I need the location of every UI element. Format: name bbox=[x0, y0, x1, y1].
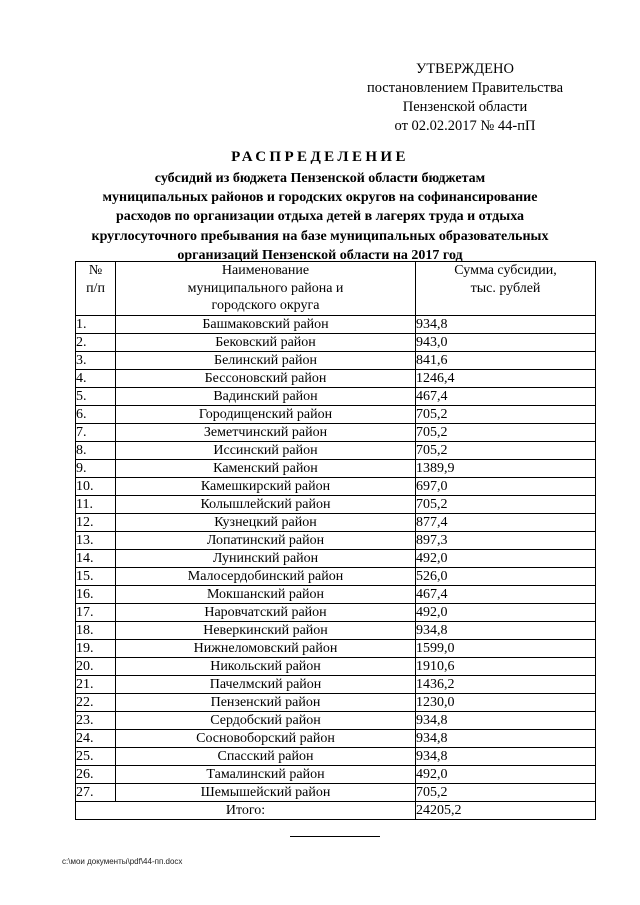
subtitle-line: организаций Пензенской области на 2017 год bbox=[177, 247, 463, 263]
table-row bbox=[76, 693, 596, 711]
table-row bbox=[76, 405, 596, 423]
total-sum: 24205,2 bbox=[416, 801, 596, 819]
approval-stamp bbox=[350, 60, 580, 136]
row-subsidy-sum: 943,0 bbox=[416, 333, 596, 351]
table-row bbox=[76, 585, 596, 603]
table-row bbox=[76, 351, 596, 369]
row-number: 19. bbox=[76, 639, 116, 657]
row-number: 9. bbox=[76, 459, 116, 477]
row-district-name: Городищенский район bbox=[116, 405, 416, 423]
approval-decree: постановлением Правительства bbox=[366, 80, 564, 96]
row-district-name: Пачелмский район bbox=[116, 675, 416, 693]
separator-line bbox=[290, 836, 380, 837]
row-subsidy-sum: 705,2 bbox=[416, 783, 596, 801]
row-subsidy-sum: 467,4 bbox=[416, 387, 596, 405]
row-subsidy-sum: 934,8 bbox=[416, 315, 596, 333]
row-subsidy-sum: 934,8 bbox=[416, 747, 596, 765]
header-name-line: муниципального района и bbox=[187, 280, 344, 296]
row-district-name: Мокшанский район bbox=[116, 585, 416, 603]
table-row bbox=[76, 639, 596, 657]
row-district-name: Малосердобинский район bbox=[116, 567, 416, 585]
row-subsidy-sum: 1436,2 bbox=[416, 675, 596, 693]
row-district-name: Сердобский район bbox=[116, 711, 416, 729]
row-district-name: Колышлейский район bbox=[116, 495, 416, 513]
row-subsidy-sum: 492,0 bbox=[416, 765, 596, 783]
row-subsidy-sum: 1599,0 bbox=[416, 639, 596, 657]
row-number: 5. bbox=[76, 387, 116, 405]
header-sum bbox=[416, 262, 596, 316]
header-num-line: № bbox=[88, 263, 103, 278]
subtitle-line: муниципальных районов и городских округов на софинансирование bbox=[102, 190, 538, 206]
document-title bbox=[60, 148, 580, 265]
row-subsidy-sum: 934,8 bbox=[416, 621, 596, 639]
row-district-name: Бековский район bbox=[116, 333, 416, 351]
row-district-name: Земетчинский район bbox=[116, 423, 416, 441]
row-district-name: Лопатинский район bbox=[116, 531, 416, 549]
row-number: 10. bbox=[76, 477, 116, 495]
table-header-row bbox=[76, 262, 596, 316]
header-sum-line: Сумма субсидии, bbox=[454, 263, 557, 278]
row-subsidy-sum: 705,2 bbox=[416, 441, 596, 459]
title-heading: РАСПРЕДЕЛЕНИЕ bbox=[231, 149, 409, 165]
row-district-name: Неверкинский район bbox=[116, 621, 416, 639]
row-number: 26. bbox=[76, 765, 116, 783]
row-district-name: Иссинский район bbox=[116, 441, 416, 459]
row-district-name: Каменский район bbox=[116, 459, 416, 477]
table-row bbox=[76, 783, 596, 801]
table-row bbox=[76, 423, 596, 441]
row-subsidy-sum: 1246,4 bbox=[416, 369, 596, 387]
approval-heading: УТВЕРЖДЕНО bbox=[416, 61, 514, 77]
title-subtitle bbox=[60, 169, 580, 265]
row-number: 13. bbox=[76, 531, 116, 549]
row-district-name: Кузнецкий район bbox=[116, 513, 416, 531]
row-district-name: Белинский район bbox=[116, 351, 416, 369]
row-number: 20. bbox=[76, 657, 116, 675]
table-row bbox=[76, 711, 596, 729]
header-name bbox=[116, 262, 416, 316]
table-row bbox=[76, 477, 596, 495]
table-row bbox=[76, 675, 596, 693]
row-subsidy-sum: 1910,6 bbox=[416, 657, 596, 675]
row-subsidy-sum: 705,2 bbox=[416, 423, 596, 441]
row-district-name: Камешкирский район bbox=[116, 477, 416, 495]
row-subsidy-sum: 492,0 bbox=[416, 549, 596, 567]
table-row bbox=[76, 441, 596, 459]
table-row bbox=[76, 657, 596, 675]
row-number: 18. bbox=[76, 621, 116, 639]
row-number: 22. bbox=[76, 693, 116, 711]
row-number: 4. bbox=[76, 369, 116, 387]
row-number: 16. bbox=[76, 585, 116, 603]
approval-date: от 02.02.2017 № 44-пП bbox=[394, 118, 536, 134]
row-subsidy-sum: 697,0 bbox=[416, 477, 596, 495]
total-row bbox=[76, 801, 596, 819]
row-district-name: Лунинский район bbox=[116, 549, 416, 567]
row-subsidy-sum: 705,2 bbox=[416, 495, 596, 513]
row-district-name: Нижнеломовский район bbox=[116, 639, 416, 657]
table-row bbox=[76, 549, 596, 567]
row-subsidy-sum: 841,6 bbox=[416, 351, 596, 369]
row-number: 21. bbox=[76, 675, 116, 693]
approval-region: Пензенской области bbox=[402, 99, 528, 115]
row-number: 15. bbox=[76, 567, 116, 585]
row-number: 24. bbox=[76, 729, 116, 747]
table-row bbox=[76, 729, 596, 747]
file-path: c:\мои документы\pdf\44-пп.docx bbox=[62, 857, 183, 866]
header-name-line: городского округа bbox=[211, 298, 320, 313]
row-number: 23. bbox=[76, 711, 116, 729]
row-subsidy-sum: 526,0 bbox=[416, 567, 596, 585]
table-body bbox=[76, 315, 596, 801]
row-subsidy-sum: 467,4 bbox=[416, 585, 596, 603]
table-row bbox=[76, 603, 596, 621]
row-district-name: Бессоновский район bbox=[116, 369, 416, 387]
table-row bbox=[76, 513, 596, 531]
row-subsidy-sum: 1230,0 bbox=[416, 693, 596, 711]
distribution-table bbox=[75, 261, 596, 820]
table-row bbox=[76, 531, 596, 549]
header-num-line: п/п bbox=[86, 280, 105, 296]
row-number: 17. bbox=[76, 603, 116, 621]
row-number: 2. bbox=[76, 333, 116, 351]
row-subsidy-sum: 492,0 bbox=[416, 603, 596, 621]
subtitle-line: субсидий из бюджета Пензенской области бюджетам bbox=[154, 171, 486, 186]
table-row bbox=[76, 495, 596, 513]
row-number: 6. bbox=[76, 405, 116, 423]
row-district-name: Башмаковский район bbox=[116, 315, 416, 333]
table-row bbox=[76, 369, 596, 387]
row-subsidy-sum: 1389,9 bbox=[416, 459, 596, 477]
table-row bbox=[76, 315, 596, 333]
row-number: 25. bbox=[76, 747, 116, 765]
table-row bbox=[76, 621, 596, 639]
row-district-name: Никольский район bbox=[116, 657, 416, 675]
row-number: 1. bbox=[76, 315, 116, 333]
table-row bbox=[76, 765, 596, 783]
table-row bbox=[76, 333, 596, 351]
row-district-name: Наровчатский район bbox=[116, 603, 416, 621]
header-name-line: Наименование bbox=[221, 263, 310, 278]
row-number: 11. bbox=[76, 495, 116, 513]
row-district-name: Сосновоборский район bbox=[116, 729, 416, 747]
row-district-name: Вадинский район bbox=[116, 387, 416, 405]
subtitle-line: расходов по организации отдыха детей в лагерях труда и отдыха bbox=[115, 209, 525, 225]
row-subsidy-sum: 934,8 bbox=[416, 729, 596, 747]
table-row bbox=[76, 747, 596, 765]
row-subsidy-sum: 897,3 bbox=[416, 531, 596, 549]
header-sum-line: тыс. рублей bbox=[470, 280, 541, 296]
row-number: 14. bbox=[76, 549, 116, 567]
total-label: Итого: bbox=[76, 801, 416, 819]
row-number: 8. bbox=[76, 441, 116, 459]
row-number: 3. bbox=[76, 351, 116, 369]
table-row bbox=[76, 387, 596, 405]
subtitle-line: круглосуточного пребывания на базе муниципальных образовательных bbox=[91, 228, 549, 244]
row-subsidy-sum: 877,4 bbox=[416, 513, 596, 531]
row-subsidy-sum: 705,2 bbox=[416, 405, 596, 423]
table-row bbox=[76, 459, 596, 477]
row-number: 7. bbox=[76, 423, 116, 441]
row-district-name: Шемышейский район bbox=[116, 783, 416, 801]
row-number: 27. bbox=[76, 783, 116, 801]
row-district-name: Спасский район bbox=[116, 747, 416, 765]
header-num bbox=[76, 262, 116, 316]
row-district-name: Тамалинский район bbox=[116, 765, 416, 783]
row-number: 12. bbox=[76, 513, 116, 531]
table-row bbox=[76, 567, 596, 585]
row-district-name: Пензенский район bbox=[116, 693, 416, 711]
row-subsidy-sum: 934,8 bbox=[416, 711, 596, 729]
